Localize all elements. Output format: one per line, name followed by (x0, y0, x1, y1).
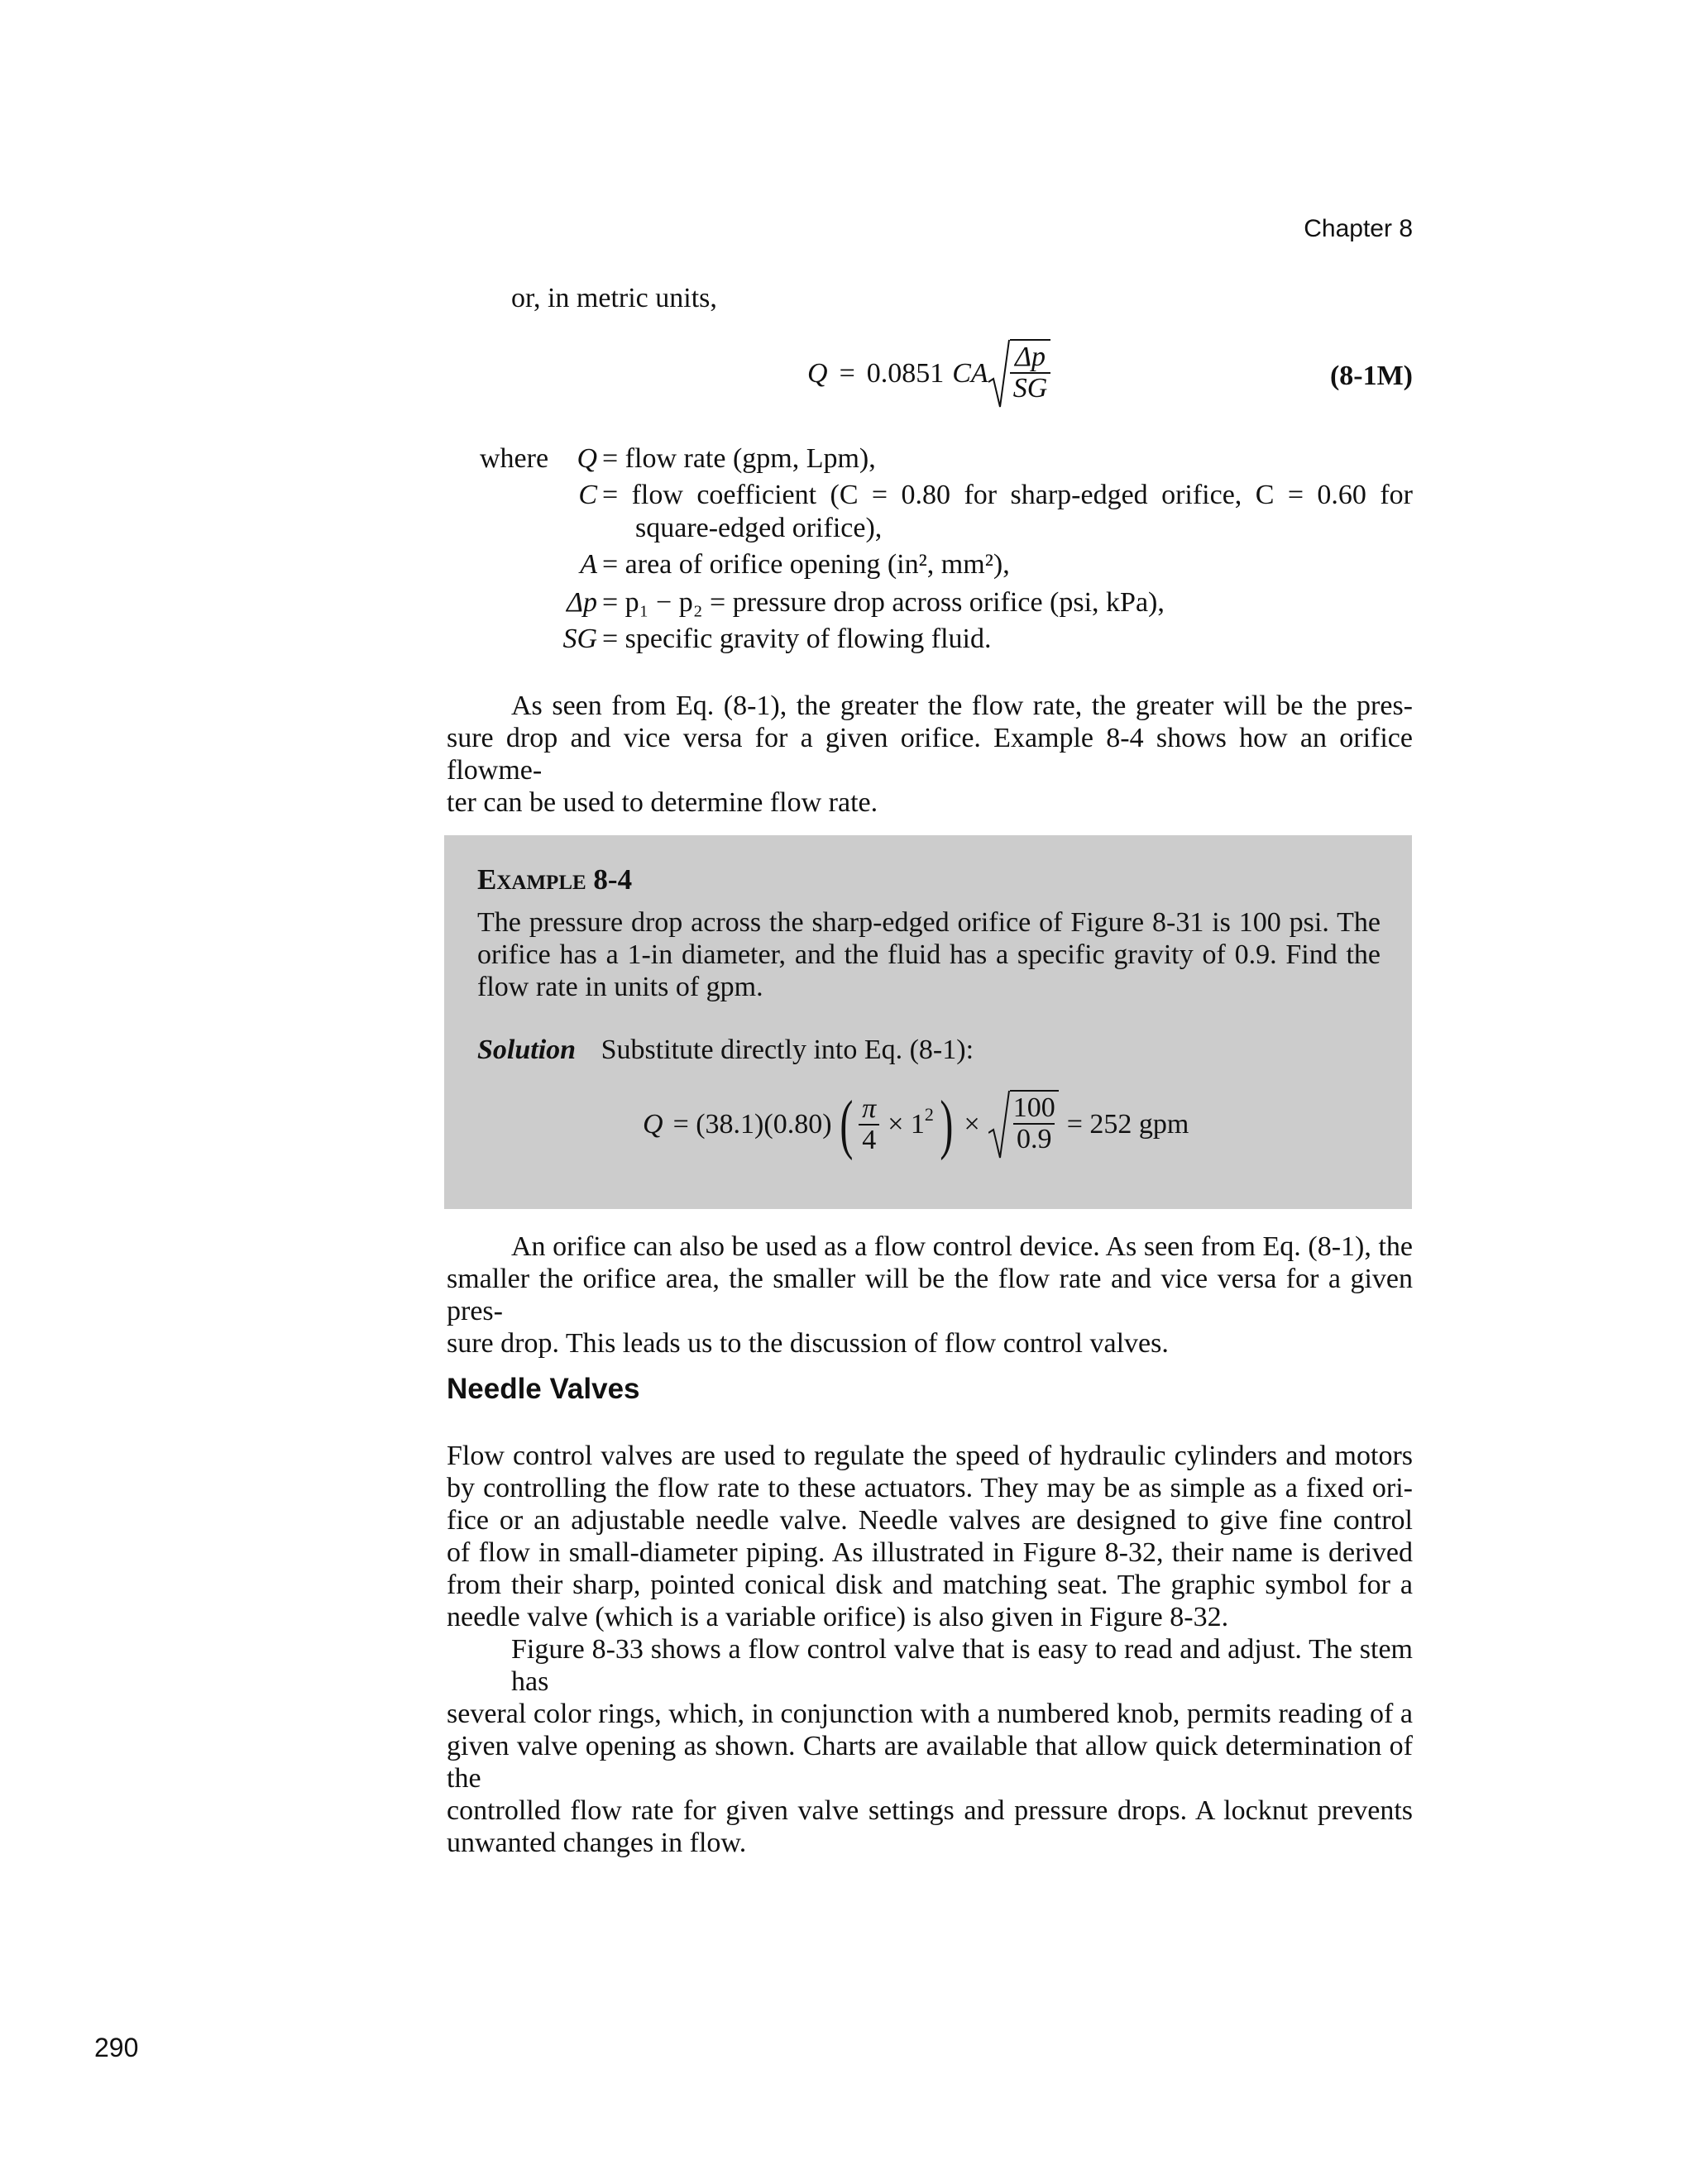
paragraph-line: As seen from Eq. (8-1), the greater the flow rate, the greater will be the pres- (511, 691, 1413, 721)
paragraph-line: smaller the orifice area, the smaller will be the flow rate and vice versa for a given pres- (447, 1264, 1413, 1326)
definition-symbol: C (578, 480, 597, 510)
ex-eq-lhs: Q (643, 1109, 663, 1140)
paragraph-line: ter can be used to determine flow rate. (447, 787, 878, 818)
ex-eq-fraction (1010, 1093, 1059, 1154)
definition-text: = p₁ − p₂ = pressure drop across orifice (psi, kPa), (602, 587, 1165, 618)
definitions-list (471, 442, 1413, 659)
eq-denominator: SG (1010, 372, 1051, 404)
ex-eq-times: × (964, 1109, 980, 1140)
definition-symbol: A (580, 549, 597, 580)
paragraph-line: sure drop and vice versa for a given orifice. Example 8-4 shows how an orifice flowme- (447, 723, 1413, 786)
paragraph-line: Figure 8-33 shows a flow control valve that is easy to read and adjust. The stem has (511, 1634, 1413, 1697)
paragraph-line: controlled flow rate for given valve settings and pressure drops. A locknut prevents (447, 1795, 1413, 1826)
example-equation (643, 1090, 1189, 1159)
paragraph-line: given valve opening as shown. Charts are available that allow quick determination of the (447, 1731, 1413, 1794)
radical-sign (988, 339, 1010, 409)
eq-coefficient: 0.0851 (866, 358, 945, 389)
radical-sign (988, 1090, 1010, 1159)
eq-lhs: Q (807, 358, 828, 389)
equation-label: (8-1M) (1329, 361, 1413, 391)
paragraph-line: from their sharp, pointed conical disk and matching seat. The graphic symbol for a (447, 1570, 1413, 1600)
example-line: orifice has a 1-in diameter, and the fluid has a specific gravity of 0.9. Find the (477, 939, 1381, 970)
paragraph-line: Flow control valves are used to regulate the speed of hydraulic cylinders and motors (447, 1441, 1413, 1471)
where-label: where (480, 443, 549, 474)
ex-eq-result: = 252 gpm (1066, 1109, 1189, 1140)
ex-eq-exponent: 2 (924, 1104, 934, 1125)
paragraph-line: several color rings, which, in conjunction with a numbered knob, permits reading of a (447, 1699, 1413, 1729)
definition-symbol: SG (562, 624, 597, 654)
paragraph-line: sure drop. This leads us to the discussion of flow control valves. (447, 1328, 1169, 1359)
paragraph-line: by controlling the flow rate to these actuators. They may be as simple as a fixed ori- (447, 1473, 1413, 1503)
right-paren: ) (940, 1088, 954, 1161)
ex-eq-radical (988, 1090, 1059, 1159)
ex-eq-factors: = (38.1)(0.80) (672, 1109, 832, 1140)
definition-dp (471, 586, 1413, 623)
ex-eq-times-one: × 1 (888, 1109, 925, 1140)
solution-text: Substitute directly into Eq. (8-1): (601, 1035, 974, 1065)
eq-vars: CA (952, 358, 988, 389)
left-paren: ( (839, 1088, 853, 1161)
example-line: flow rate in units of gpm. (477, 972, 763, 1002)
example-title: Example 8-4 (477, 863, 633, 896)
paragraph-line: An orifice can also be used as a flow control device. As seen from Eq. (8-1), the (511, 1231, 1413, 1262)
ex-eq-four: 4 (859, 1124, 879, 1155)
intro-metric: or, in metric units, (511, 283, 717, 313)
paragraph-orifice-control (447, 1231, 1413, 1360)
definition-text: = flow rate (gpm, Lpm), (602, 443, 876, 474)
definition-text: = flow coefficient (C = 0.80 for sharp-edged orifice, C = 0.60 for (602, 480, 1413, 510)
example-box (444, 835, 1412, 1209)
definition-text: = area of orifice opening (in², mm²), (602, 549, 1010, 580)
chapter-header: Chapter 8 (1304, 215, 1413, 242)
paragraph-line: of flow in small-diameter piping. As illustrated in Figure 8-32, their name is derived (447, 1537, 1413, 1568)
example-line: The pressure drop across the sharp-edged orifice of Figure 8-31 is 100 psi. The (477, 907, 1381, 938)
paragraph-line: needle valve (which is a variable orifice) is also given in Figure 8-32. (447, 1602, 1229, 1632)
solution-label: Solution (477, 1035, 577, 1065)
definition-a (471, 548, 1413, 586)
paragraph-line: unwanted changes in flow. (447, 1828, 747, 1858)
paragraph-needle-valves (447, 1440, 1413, 1633)
section-heading: Needle Valves (447, 1373, 640, 1405)
eq-numerator: Δp (1015, 342, 1046, 372)
paragraph-line: fice or an adjustable needle valve. Needle valves are designed to give fine control (447, 1505, 1413, 1536)
eq-equals: = (839, 358, 855, 389)
ex-eq-pi-fraction (859, 1094, 879, 1155)
definition-continuation: square-edged orifice), (635, 513, 883, 543)
paragraph-flow-pressure (447, 690, 1413, 819)
definition-symbol: Δp (567, 587, 597, 618)
paragraph-flow-control-valve (447, 1633, 1413, 1859)
example-body (477, 906, 1381, 1003)
eq-fraction (1010, 342, 1051, 404)
ex-eq-num: 100 (1012, 1092, 1055, 1123)
definition-q (471, 442, 1413, 479)
ex-eq-pi: π (862, 1093, 877, 1124)
definition-text: = specific gravity of flowing fluid. (602, 624, 992, 654)
definition-sg (471, 623, 1413, 659)
definition-symbol: Q (577, 443, 597, 474)
equation-8-1m (807, 339, 1050, 409)
definition-c (471, 479, 1413, 512)
solution-line (477, 1034, 974, 1066)
definition-c-continued (471, 512, 1413, 548)
ex-eq-den: 0.9 (1013, 1123, 1055, 1154)
page-number: 290 (94, 2033, 139, 2062)
eq-radical (988, 339, 1051, 409)
